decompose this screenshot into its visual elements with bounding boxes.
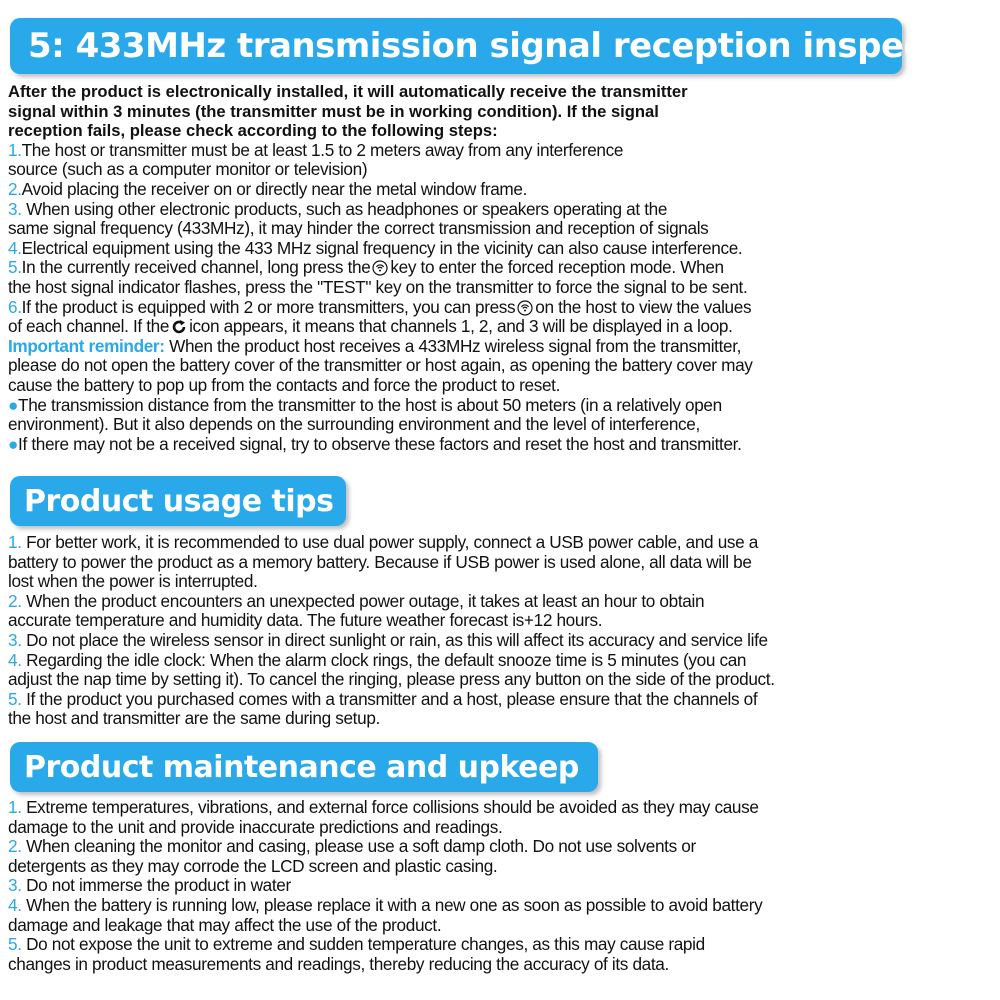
step-number: 1. — [8, 139, 22, 160]
intro-line: signal within 3 minutes (the transmitter must be in working condition). If the signal — [8, 101, 659, 121]
step-5 — [8, 258, 996, 297]
loop-icon — [171, 319, 187, 335]
intro-paragraph — [8, 82, 996, 141]
bullet-text: environment). But it also depends on the surrounding environment and the level of interference, — [8, 414, 700, 435]
maintenance-5 — [8, 935, 996, 974]
maintenance-text: Do not immerse the product in water — [21, 875, 291, 896]
usage-tips-section — [8, 533, 996, 729]
tip-text: battery to power the product as a memory battery. Because if USB power is used alone, all data will be — [8, 551, 752, 572]
tip-number: 1. — [8, 532, 22, 552]
bullet-item — [8, 396, 996, 435]
maintenance-2 — [8, 837, 996, 876]
maintenance-number: 3. — [8, 875, 22, 896]
tip-text: Regarding the idle clock: When the alarm clock rings, the default snooze time is 5 minutes (you can — [21, 649, 747, 670]
step-text: on the host to view the values — [535, 296, 752, 317]
section-title-maintenance: Product maintenance and upkeep — [10, 742, 598, 792]
step-text: source (such as a computer monitor or television) — [8, 159, 368, 180]
tip-text: the host and transmitter are the same during setup. — [8, 708, 380, 729]
step-text: same signal frequency (433MHz), it may hinder the correct transmission and reception of signals — [8, 218, 709, 239]
step-text: key to enter the forced reception mode. When — [390, 257, 724, 278]
step-text: Electrical equipment using the 433 MHz signal frequency in the vicinity can also cause interference. — [21, 237, 743, 258]
tip-text: adjust the nap time by setting it). To cancel the ringing, please press any button on the side of the product. — [8, 669, 775, 690]
reminder-text: When the product host receives a 433MHz wireless signal from the transmitter, — [164, 335, 742, 356]
bullet-dot-icon: ● — [8, 394, 19, 415]
step-text: of each channel. If the — [8, 316, 170, 337]
tip-4 — [8, 651, 996, 690]
step-text: the host signal indicator flashes, press the "TEST" key on the transmitter to force the signal to be sent. — [8, 276, 748, 297]
maintenance-text: Extreme temperatures, vibrations, and external force collisions should be avoided as they may cause — [21, 797, 759, 817]
step-text: When using other electronic products, such as headphones or speakers operating at the — [21, 198, 668, 219]
maintenance-text: damage and leakage that may affect the use of the product. — [8, 914, 442, 935]
signal-key-icon — [372, 260, 388, 276]
signal-inspection-section — [8, 82, 996, 454]
step-text: Avoid placing the receiver on or directly near the metal window frame. — [21, 178, 528, 199]
step-text: In the currently received channel, long press the — [21, 257, 371, 278]
reminder-text: cause the battery to pop up from the contacts and force the product to reset. — [8, 374, 561, 395]
maintenance-number: 2. — [8, 836, 22, 857]
section-title-usage-tips: Product usage tips — [10, 476, 346, 526]
maintenance-1 — [8, 798, 996, 837]
step-1 — [8, 141, 996, 180]
maintenance-3 — [8, 876, 996, 896]
bullet-dot-icon: ● — [8, 433, 19, 454]
step-6 — [8, 298, 996, 337]
maintenance-number: 1. — [8, 797, 22, 817]
maintenance-number: 4. — [8, 894, 22, 915]
important-reminder — [8, 337, 996, 396]
maintenance-4 — [8, 896, 996, 935]
tip-text: lost when the power is interrupted. — [8, 571, 258, 592]
section-title-signal-inspection: 5: 433MHz transmission signal reception inspection — [10, 18, 902, 74]
maintenance-section — [8, 798, 996, 974]
maintenance-text: When cleaning the monitor and casing, please use a soft damp cloth. Do not use solvents or — [21, 836, 696, 857]
step-4 — [8, 239, 996, 259]
step-number: 3. — [8, 198, 22, 219]
maintenance-text: Do not expose the unit to extreme and sudden temperature changes, as this may cause rapid — [21, 934, 705, 955]
maintenance-text: When the battery is running low, please replace it with a new one as soon as possible to avoid battery — [21, 894, 763, 915]
reminder-label: Important reminder: — [8, 335, 165, 356]
intro-line: reception fails, please check according to the following steps: — [8, 121, 498, 141]
maintenance-text: detergents as they may corrode the LCD screen and plastic casing. — [8, 855, 498, 876]
step-number: 6. — [8, 296, 22, 317]
step-3 — [8, 200, 996, 239]
tip-5 — [8, 690, 996, 729]
step-2 — [8, 180, 996, 200]
maintenance-number: 5. — [8, 934, 22, 955]
step-text: icon appears, it means that channels 1, 2, and 3 will be displayed in a loop. — [189, 316, 733, 337]
tip-number: 3. — [8, 629, 22, 650]
maintenance-text: changes in product measurements and readings, thereby reducing the accuracy of its data. — [8, 953, 669, 974]
tip-number: 2. — [8, 590, 22, 611]
step-number: 5. — [8, 257, 22, 278]
step-text: If the product is equipped with 2 or more transmitters, you can press — [21, 296, 516, 317]
step-number: 4. — [8, 237, 22, 258]
tip-text: Do not place the wireless sensor in direct sunlight or rain, as this will affect its accuracy and service life — [21, 629, 768, 650]
reminder-text: please do not open the battery cover of the transmitter or host again, as opening the battery cover may — [8, 355, 753, 376]
tip-3 — [8, 631, 996, 651]
bullet-text: If there may not be a received signal, try to observe these factors and reset the host and transmitter. — [18, 433, 742, 454]
tip-number: 5. — [8, 688, 22, 709]
tip-number: 4. — [8, 649, 22, 670]
tip-text: For better work, it is recommended to use dual power supply, connect a USB power cable, and use a — [21, 532, 758, 552]
tip-text: accurate temperature and humidity data. The future weather forecast is+12 hours. — [8, 610, 603, 631]
step-text: The host or transmitter must be at least 1.5 to 2 meters away from any interference — [21, 139, 624, 160]
bullet-text: The transmission distance from the transmitter to the host is about 50 meters (in a relatively open — [18, 394, 722, 415]
intro-line: After the product is electronically installed, it will automatically receive the transmitter — [8, 82, 688, 101]
tip-1 — [8, 533, 996, 592]
tip-text: If the product you purchased comes with a transmitter and a host, please ensure that the channels of — [21, 688, 758, 709]
bullet-item — [8, 435, 996, 455]
signal-key-icon — [517, 300, 533, 316]
tip-2 — [8, 592, 996, 631]
tip-text: When the product encounters an unexpected power outage, it takes at least an hour to obtain — [21, 590, 705, 611]
step-number: 2. — [8, 178, 22, 199]
maintenance-text: damage to the unit and provide inaccurate predictions and readings. — [8, 816, 503, 837]
